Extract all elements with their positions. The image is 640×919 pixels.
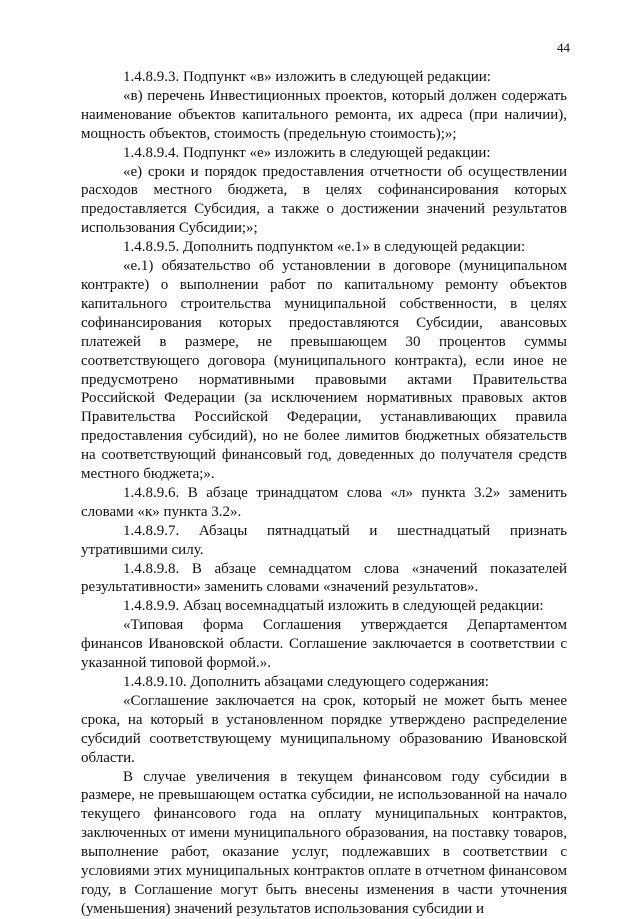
paragraph: 1.4.8.9.6. В абзаце тринадцатом слова «л» пункта 3.2» заменить словами «к» пункта 3.2». (81, 484, 567, 520)
paragraph: «Типовая форма Соглашения утверждается Департаментом финансов Ивановской области. Соглашение заключается в соответствии с указанной типовой формой.». (81, 617, 567, 672)
paragraph: «в) перечень Инвестиционных проектов, который должен содержать наименование объектов капитального ремонта, их адреса (при наличии), мощность объектов, стоимость (предельную стоимость);»; (81, 87, 567, 142)
page-number: 44 (557, 40, 570, 55)
paragraph: 1.4.8.9.3. Подпункт «в» изложить в следующей редакции: (123, 69, 491, 85)
paragraph: В случае увеличения в текущем финансовом году субсидии в размере, не превышающем остатка субсидии, не использованной на начало текущего финансового года на оплату муниципальных контрактов, заключенных от имени муниципального образования, на поставку товаров, выполнение работ, оказание услуг, подлежавших в соответствии с условиями этих муниципальных контрактов оплате в отчетном финансовом году, в Соглашение могут быть внесены изменения в части уточнения (уменьшения) значений результатов использования субсидии и (81, 768, 567, 917)
paragraph: 1.4.8.9.4. Подпункт «е» изложить в следующей редакции: (123, 144, 491, 161)
document-body (81, 68, 567, 919)
paragraph: 1.4.8.9.8. В абзаце семнадцатом слова «значений показателей результативности» заменить словами «значений результатов». (81, 560, 567, 596)
paragraph: «Соглашение заключается на срок, который не может быть менее срока, на который в установленном порядке утверждено распределение субсидий соответствующему муниципальному образованию Ивановской области. (81, 692, 567, 766)
paragraph: «е.1) обязательство об установлении в договоре (муниципальном контракте) о выполнении работ по капитальному ремонту объектов капитального строительства муниципальной собственности, в целях софинансирования которых предоставляются Субсидии, авансовых платежей в размере, не превышающем 30 процентов суммы соответствующего договора (муниципального контракта), если иное не предусмотрено нормативными правовыми актами Правительства Российской Федерации (за исключением нормативных правовых актов Правительства Российской Федерации, устанавливающих правила предоставления субсидий), но не более лимитов бюджетных обязательств на соответствующий финансовый год, доведенных до получателя средств местного бюджета;». (81, 258, 567, 483)
paragraph: 1.4.8.9.10. Дополнить абзацами следующего содержания: (123, 674, 489, 690)
paragraph: 1.4.8.9.5. Дополнить подпунктом «е.1» в следующей редакции: (123, 239, 526, 256)
paragraph: 1.4.8.9.9. Абзац восемнадцатый изложить в следующей редакции: (123, 598, 544, 615)
paragraph: 1.4.8.9.7. Абзацы пятнадцатый и шестнадцатый признать утратившими силу. (81, 522, 567, 558)
paragraph: «е) сроки и порядок предоставления отчетности об осуществлении расходов местного бюджета, в целях софинансирования которых предоставляется Субсидия, а также о достижении значений результатов использования Субсидии;»; (81, 163, 567, 237)
